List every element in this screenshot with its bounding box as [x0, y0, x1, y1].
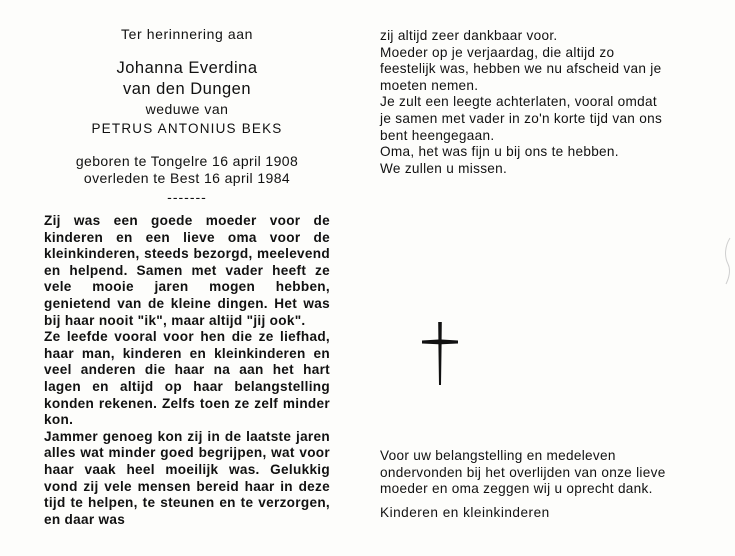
intro-line: Ter herinnering aan: [120, 26, 254, 42]
birth-line: geboren te Tongelre 16 april 1908: [75, 153, 299, 169]
thanks-block: [380, 448, 670, 521]
right-paragraph-4: Oma, het was fijn u bij ons te hebben.: [380, 144, 619, 160]
name-line-1: Johanna Everdina: [116, 59, 258, 77]
separator: -------: [167, 189, 207, 205]
right-column: [380, 28, 670, 177]
latin-cross-icon: [420, 322, 460, 386]
left-paragraph-1: Zij was een goede moeder voor de kinderen en een lieve oma voor de kleinkinderen, steeds bezorgd, meelevend en helpend. Samen met vader heeft ze vele mooie jaren mogen hebben, genietend van de kleine dingen. Het was bij haar nooit "ik", maar altijd "jij ook".: [44, 213, 330, 328]
right-paragraph-2: Moeder op je verjaardag, die altijd zo feestelijk was, hebben we nu afscheid van je moeten nemen.: [380, 44, 662, 93]
left-paragraph-3: Jammer genoeg kon zij in de laatste jaren alles wat minder goed begrijpen, wat voor haar vaak heel moeilijk was. Gelukkig vond zij vele mensen bereid haar in deze tijd te helpen, te steunen en te verzorgen, en daar was: [44, 428, 330, 527]
left-column: [44, 24, 330, 528]
name-line-2: van den Dungen: [122, 80, 252, 98]
death-line: overleden te Best 16 april 1984: [83, 170, 291, 186]
husband-name: PETRUS ANTONIUS BEKS: [91, 121, 283, 136]
left-paragraph-2: Ze leefde vooral voor hen die ze liefhad, haar man, kinderen en kleinkinderen en veel anderen die haar na aan het hart lagen en altijd op haar belangstelling konden rekenen. Zelfs toen ze zelf minder kon.: [44, 329, 330, 428]
right-paragraph-3: Je zult een leegte achterlaten, vooral omdat je samen met vader in zo'n korte tijd van ons bent heengegaan.: [380, 94, 663, 143]
right-paragraph-5: We zullen u missen.: [380, 160, 508, 176]
paper-edge-mark: [722, 236, 734, 286]
right-paragraph-1: zij altijd zeer dankbaar voor.: [380, 28, 558, 43]
signature: Kinderen en kleinkinderen: [380, 504, 550, 520]
widow-of-label: weduwe van: [145, 101, 229, 117]
thanks-text: Voor uw belangstelling en medeleven ondervonden bij het overlijden van onze lieve moeder en oma zeggen wij u oprecht dank.: [380, 448, 666, 497]
